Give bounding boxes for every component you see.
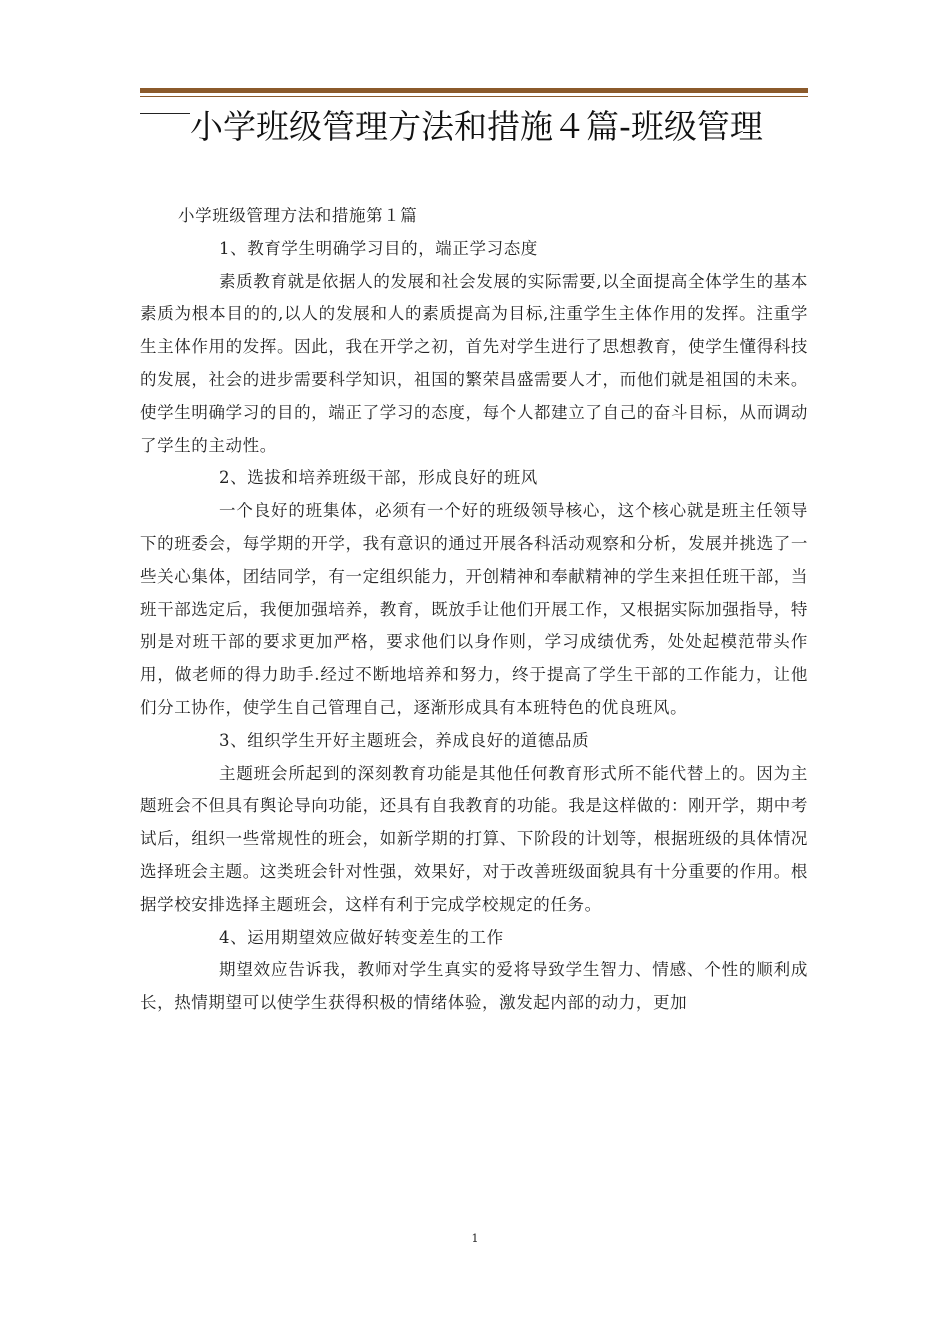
body-paragraph-2: 一个良好的班集体，必须有一个好的班级领导核心，这个核心就是班主任领导下的班委会，每学期的开学，我有意识的通过开展各科活动观察和分析，发展并挑选了一些关心集体，团结同学，有一定组织能力，开创精神和奉献精神的学生来担任班干部，当班干部选定后，我便加强培养，教育，既放手让他们开展工作，又根据实际加强指导，特别是对班干部的要求更加严格，要求他们以身作则，学习成绩优秀，处处起模范带头作用，做老师的得力助手.经过不断地培养和努力，终于提高了学生干部的工作能力，让他们分工协作，使学生自己管理自己，逐渐形成具有本班特色的优良班风。 (140, 501, 808, 717)
body-paragraph-3: 主题班会所起到的深刻教育功能是其他任何教育形式所不能代替上的。因为主题班会不但具有舆论导向功能，还具有自我教育的功能。我是这样做的：刚开学，期中考试后，组织一些常规性的班会，如新学期的打算、下阶段的计划等，根据班级的具体情况选择班会主题。这类班会针对性强，效果好，对于改善班级面貌具有十分重要的作用。根据学校安排选择主题班会，这样有利于完成学校规定的任务。 (140, 763, 808, 914)
document-body (140, 200, 808, 1020)
header-rule-thick (140, 88, 808, 93)
title-lead-line (140, 113, 190, 114)
section-heading-1: 1、教育学生明确学习目的，端正学习态度 (219, 238, 538, 258)
page-number: 1 (471, 1232, 479, 1245)
section-heading-4: 4、运用期望效应做好转变差生的工作 (219, 927, 504, 947)
body-paragraph-4: 期望效应告诉我，教师对学生真实的爱将导致学生智力、情感、个性的顺利成长，热情期望可以使学生获得积极的情绪体验，激发起内部的动力，更加 (140, 960, 808, 1013)
section-subtitle: 小学班级管理方法和措施第１篇 (178, 206, 418, 225)
section-heading-3: 3、组织学生开好主题班会，养成良好的道德品质 (219, 730, 590, 750)
document-title: 小学班级管理方法和措施４篇-班级管理 (190, 107, 763, 146)
header-rule-thin (140, 96, 808, 97)
section-heading-2: 2、选拔和培养班级干部，形成良好的班风 (219, 468, 538, 488)
body-paragraph-1: 素质教育就是依据人的发展和社会发展的实际需要,以全面提高全体学生的基本素质为根本目的的,以人的发展和人的素质提高为目标,注重学生主体作用的发挥。注重学生主体作用的发挥。因此，我在开学之初，首先对学生进行了思想教育，使学生懂得科技的发展，社会的进步需要科学知识，祖国的繁荣昌盛需要人才，而他们就是祖国的未来。使学生明确学习的目的，端正了学习的态度，每个人都建立了自己的奋斗目标，从而调动了学生的主动性。 (140, 271, 808, 455)
